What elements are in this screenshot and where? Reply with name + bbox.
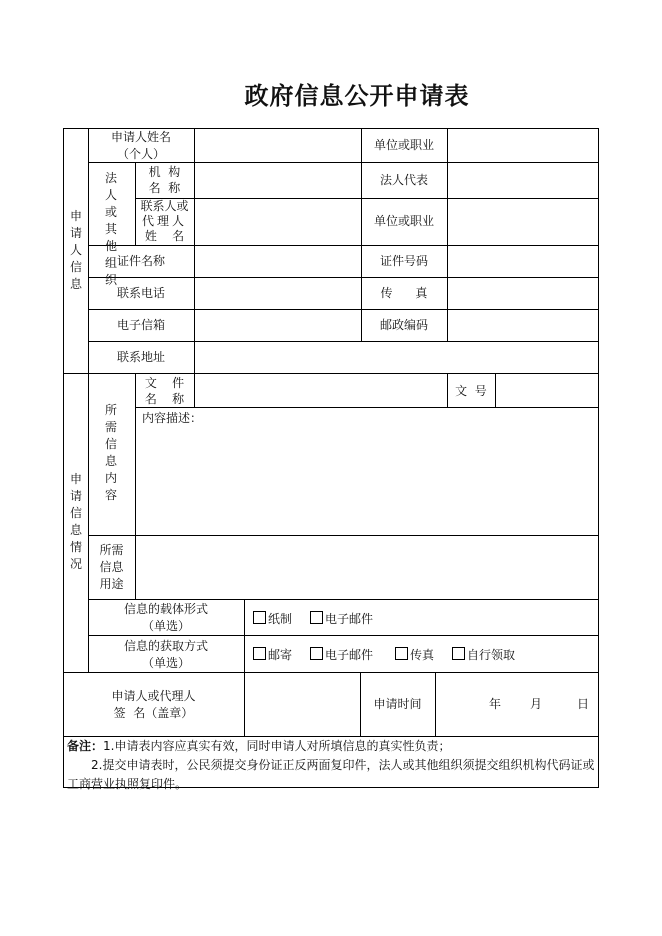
fax-field[interactable] [448, 278, 598, 309]
address-label: 联系地址 [116, 350, 165, 364]
line [88, 599, 598, 600]
obtain-option-fax[interactable] [395, 647, 434, 663]
obtain-option-label: 电子邮件 [325, 648, 374, 662]
carrier-option-email[interactable] [310, 611, 373, 627]
signature-label-1: 申请人或代理人 [111, 689, 196, 703]
carrier-option-paper[interactable] [253, 611, 292, 627]
id-number-field[interactable] [448, 246, 598, 277]
address-field[interactable] [195, 342, 598, 373]
apply-time-label: 申请时间 [373, 697, 422, 711]
fax-label: 传 真 [380, 286, 428, 300]
line [435, 672, 436, 736]
applicant-name-field[interactable] [195, 129, 360, 162]
signature-label-2: 签 名（盖章） [113, 706, 194, 720]
note-line-2: 2.提交申请表时，公民须提交身份证正反两面复印件，法人或其他组织须提交组织机构代码证或工商营业执照复印件。 [67, 758, 595, 791]
purpose-label [88, 542, 135, 593]
email-label: 电子信箱 [116, 318, 165, 332]
name-label: 申请人姓名 [110, 130, 171, 144]
obtain-option-label: 自行领取 [467, 648, 516, 662]
line [88, 635, 598, 636]
phone-field[interactable] [195, 278, 360, 309]
contact-label-1: 联系人或 [140, 199, 189, 213]
carrier-sub-label: （单选） [141, 619, 190, 633]
note-line-1-text: 1.申请表内容应真实有效，同时申请人对所填信息的真实性负责； [103, 739, 451, 753]
date-month: 月 [530, 697, 543, 711]
contact-label-3: 姓 名 [144, 229, 185, 243]
description-field[interactable] [136, 426, 598, 535]
contact-work-unit-field[interactable] [448, 199, 598, 245]
email-field[interactable] [195, 310, 360, 341]
contact-name-field[interactable] [195, 199, 360, 245]
phone-label: 联系电话 [116, 286, 165, 300]
checkbox-icon[interactable] [310, 611, 323, 624]
carrier-option-label: 电子邮件 [325, 612, 374, 626]
description-label: 内容描述： [142, 411, 203, 425]
postcode-field[interactable] [448, 310, 598, 341]
note-prefix: 备注： [67, 739, 104, 753]
line [361, 128, 362, 341]
contact-label-2: 代理人 [141, 214, 187, 228]
signature-field[interactable] [245, 673, 360, 736]
obtain-option-email[interactable] [310, 647, 373, 663]
doc-no-field[interactable] [496, 374, 598, 407]
checkbox-icon[interactable] [395, 647, 408, 660]
legal-rep-field[interactable] [448, 163, 598, 198]
form-title: 政府信息公开申请表 [244, 81, 470, 110]
org-name-label-1: 机 构 [148, 165, 181, 179]
checkbox-icon[interactable] [253, 611, 266, 624]
obtain-option-pickup[interactable] [452, 647, 515, 663]
doc-name-field[interactable] [195, 374, 447, 407]
date-day: 日 [577, 697, 590, 711]
work-unit-label-2: 单位或职业 [373, 214, 434, 228]
doc-name-label-1: 文 件 [144, 376, 185, 390]
obtain-option-mail[interactable] [253, 647, 292, 663]
checkbox-icon[interactable] [253, 647, 266, 660]
id-number-label: 证件号码 [379, 254, 428, 268]
checkbox-icon[interactable] [310, 647, 323, 660]
line [135, 407, 598, 408]
line [244, 599, 245, 672]
doc-name-label-2: 名 称 [144, 392, 185, 406]
obtain-sub-label: （单选） [141, 656, 190, 670]
notes [67, 737, 597, 794]
carrier-option-label: 纸制 [268, 612, 293, 626]
applicant-section-label: 申请人信息 [69, 209, 82, 291]
purpose-field[interactable] [136, 536, 598, 599]
content-label: 所需信息内容 [104, 403, 117, 502]
legal-rep-label: 法人代表 [379, 173, 428, 187]
table-border-right [598, 128, 599, 787]
work-unit-field[interactable] [448, 129, 598, 162]
obtain-option-label: 传真 [410, 648, 435, 662]
id-type-field[interactable] [195, 246, 360, 277]
name-sub-label: （个人） [116, 147, 165, 161]
postcode-label: 邮政编码 [379, 318, 428, 332]
line [88, 128, 89, 373]
request-section-label: 申请信息情况 [69, 472, 82, 571]
org-group-label: 法人或其他组织 [104, 171, 117, 287]
note-line-1 [67, 737, 597, 756]
doc-no-label: 文 号 [455, 384, 487, 398]
work-unit-label: 单位或职业 [373, 138, 434, 152]
id-type-label: 证件名称 [116, 254, 165, 268]
date-year: 年 [489, 697, 502, 711]
carrier-label: 信息的载体形式 [123, 602, 208, 616]
purpose-label-text: 所需信息用途 [99, 543, 124, 591]
obtain-option-label: 邮寄 [268, 648, 293, 662]
org-name-label-2: 名 称 [148, 181, 181, 195]
obtain-label: 信息的获取方式 [123, 639, 208, 653]
checkbox-icon[interactable] [452, 647, 465, 660]
org-name-field[interactable] [195, 163, 360, 198]
